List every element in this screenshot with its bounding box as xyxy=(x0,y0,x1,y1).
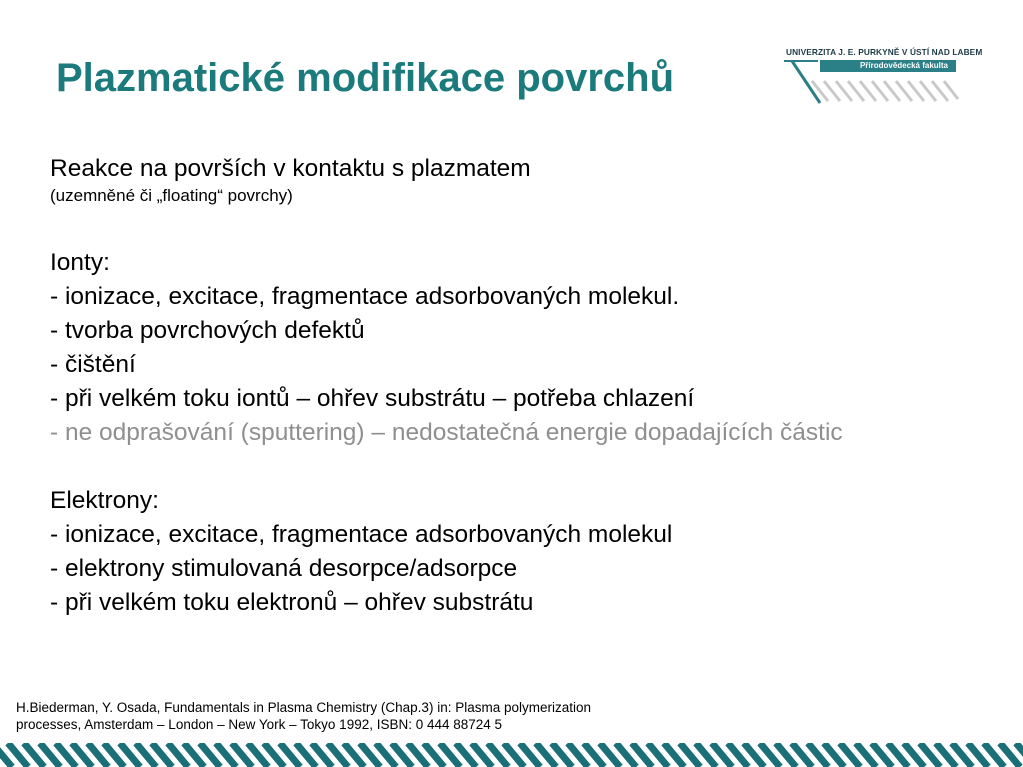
footnote-line: processes, Amsterdam – London – New York – Tokyo 1992, ISBN: 0 444 88724 5 xyxy=(16,717,503,732)
logo-stripes-icon xyxy=(784,59,960,107)
ions-item: - čištění xyxy=(50,351,136,378)
section-spacer xyxy=(50,450,1010,484)
logo-faculty-name: Přírodovědecká fakulta xyxy=(859,61,948,70)
ions-muted-item: - ne odprašování (sputtering) – nedostatečná energie dopadajících částic xyxy=(50,419,843,446)
logo-university-name: UNIVERZITA J. E. PURKYNĚ V ÚSTÍ NAD LABEM xyxy=(786,47,983,57)
intro-text: Reakce na površích v kontaktu s plazmatem xyxy=(50,155,531,182)
electrons-item: - ionizace, excitace, fragmentace adsorbovaných molekul xyxy=(50,521,673,548)
intro-note: (uzemněné či „floating“ povrchy) xyxy=(50,186,293,205)
ions-item: - při velkém toku iontů – ohřev substrátu – potřeba chlazení xyxy=(50,385,695,412)
electrons-heading: Elektrony: xyxy=(50,487,159,514)
university-logo xyxy=(784,47,983,107)
footnote-line: H.Biederman, Y. Osada, Fundamentals in Plasma Chemistry (Chap.3) in: Plasma polymerization xyxy=(16,700,592,715)
ions-item: - ionizace, excitace, fragmentace adsorbovaných molekul. xyxy=(50,283,680,310)
electrons-item: - elektrony stimulovaná desorpce/adsorpce xyxy=(50,555,518,582)
citation-footnote xyxy=(16,699,591,733)
slide-title: Plazmatické modifikace povrchů xyxy=(56,56,675,100)
electrons-item: - při velkém toku elektronů – ohřev substrátu xyxy=(50,589,534,616)
footer-stripes xyxy=(0,743,1023,767)
ions-heading: Ionty: xyxy=(50,249,110,276)
slide-body xyxy=(50,152,1010,620)
ions-item: - tvorba povrchových defektů xyxy=(50,317,365,344)
